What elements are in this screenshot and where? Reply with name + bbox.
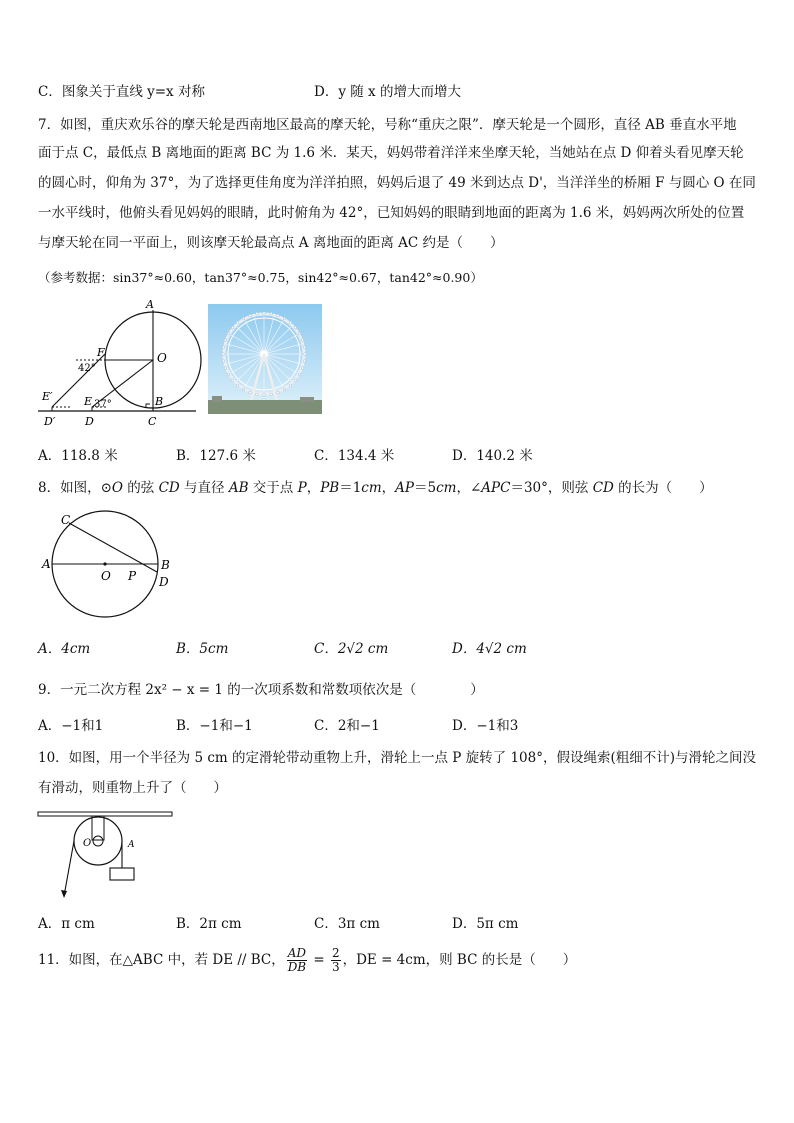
q7-reference-data: （参考数据：sin37°≈0.60，tan37°≈0.75，sin42°≈0.67，tan42°≈0.90） xyxy=(38,270,483,285)
wheel-cabin xyxy=(289,321,292,324)
q9-option-a: A．−1和1 xyxy=(38,718,104,734)
wheel-cabin xyxy=(263,394,266,397)
q8-option-b: B．5cm xyxy=(176,641,229,657)
q7-label-d: D xyxy=(85,415,94,428)
q10-option-d: D．5π cm xyxy=(452,916,519,932)
wheel-cabin xyxy=(249,391,252,394)
wheel-cabin xyxy=(301,367,304,370)
wheel-cabin xyxy=(283,388,286,391)
q7-option-d: D．140.2 米 xyxy=(452,448,533,464)
wheel-cabin xyxy=(227,373,230,376)
q9-option-c: C．2和−1 xyxy=(314,718,380,734)
wheel-cabin xyxy=(231,379,234,382)
q7-stem-line-4: 一水平线时，他俯头看见妈妈的眼睛，此时俯角为 42°，已知妈妈的眼睛到地面的距离为 1.6 米，妈妈两次所处的位置 xyxy=(38,205,745,221)
q8-option-a: A．4cm xyxy=(38,641,91,657)
q8-label-d: D xyxy=(159,575,169,589)
q8-label-b: B xyxy=(161,558,170,572)
q8-label-a: A xyxy=(42,557,51,571)
wheel-cabin xyxy=(289,384,292,387)
q10-stem-line-1: 10．如图，用一个半径为 5 cm 的定滑轮带动重物上升，滑轮上一点 P 旋转了 108°，假设绳索(粗细不计)与滑轮之间没 xyxy=(38,750,757,766)
q7-label-d-prime: D′ xyxy=(44,415,56,428)
wheel-cabin xyxy=(294,326,297,329)
wheel-cabin xyxy=(236,321,239,324)
wheel-cabin xyxy=(270,393,273,396)
wheel-cabin xyxy=(256,393,259,396)
wheel-cabin xyxy=(222,360,225,363)
q9-option-b: B．−1和−1 xyxy=(176,718,253,734)
wheel-cabin xyxy=(222,353,225,356)
q7-stem-line-3: 的圆心时，仰角为 37°，为了选择更佳角度为洋洋拍照，妈妈后退了 49 米到达点 D'，当洋洋坐的桥厢 F 与圆心 O 在同 xyxy=(38,175,756,191)
q7-label-o: O xyxy=(157,351,167,365)
wheel-cabin xyxy=(256,312,259,315)
q8-label-p: P xyxy=(128,569,137,583)
q9-option-d: D．−1和3 xyxy=(452,718,519,734)
wheel-cabin xyxy=(294,379,297,382)
q8-option-d: D．4√2 cm xyxy=(452,641,527,657)
q10-option-b: B．2π cm xyxy=(176,916,242,932)
q8-stem: 8．如图，⊙O 的弦 CD 与直径 AB 交于点 P，PB＝1cm，AP＝5cm，∠APC＝30°，则弦 CD 的长为（ ） xyxy=(38,480,713,496)
q6-option-c: C．图象关于直线 y=x 对称 xyxy=(38,84,205,100)
q7-option-b: B．127.6 米 xyxy=(176,448,256,464)
wheel-cabin xyxy=(298,332,301,335)
q10-label-o: O xyxy=(83,838,92,849)
q11-fraction-ad-db: $\frac{AD}{DB}$ xyxy=(287,946,307,974)
q9-stem: 9．一元二次方程 2x² − x = 1 的一次项系数和常数项依次是（ ） xyxy=(38,682,484,698)
q7-label-angle-37: 37° xyxy=(94,399,112,410)
wheel-cabin xyxy=(249,314,252,317)
q7-label-e-prime: E′ xyxy=(42,390,53,403)
q7-label-e: E xyxy=(84,395,93,408)
q7-option-a: A．118.8 米 xyxy=(38,448,118,464)
q8-option-c: C．2√2 cm xyxy=(314,641,389,657)
q7-geometry-figure xyxy=(36,296,208,431)
q7-stem-line-2: 面于点 C，最低点 B 离地面的距离 BC 为 1.6 米．某天，妈妈带着洋洋来坐摩天轮，当她站在点 D 仰着头看见摩天轮 xyxy=(38,145,744,161)
q10-option-c: C．3π cm xyxy=(314,916,380,932)
wheel-cabin xyxy=(224,367,227,370)
wheel-cabin xyxy=(298,373,301,376)
q10-pulley-figure xyxy=(36,808,176,904)
wheel-cabin xyxy=(222,346,225,349)
wheel-cabin xyxy=(270,312,273,315)
wheel-cabin xyxy=(301,339,304,342)
q7-label-b: B xyxy=(155,395,164,408)
wheel-cabin xyxy=(303,360,306,363)
wheel-cabin xyxy=(227,332,230,335)
q10-option-a: A．π cm xyxy=(38,916,95,932)
q7-label-c: C xyxy=(148,415,157,428)
wheel-cabin xyxy=(236,384,239,387)
q7-stem-line-1: 7．如图，重庆欢乐谷的摩天轮是西南地区最高的摩天轮，号称“重庆之限”．摩天轮是一个圆形，直径 AB 垂直水平地 xyxy=(38,117,737,133)
q7-stem-line-5: 与摩天轮在同一平面上，则该摩天轮最高点 A 离地面的距离 AC 约是（ ） xyxy=(38,235,504,251)
q7-label-f: F xyxy=(97,346,105,359)
wheel-cabin xyxy=(277,391,280,394)
wheel-cabin xyxy=(277,314,280,317)
q8-label-o: O xyxy=(101,569,111,583)
q7-label-angle-42: 42° xyxy=(78,363,96,374)
wheel-cabin xyxy=(242,388,245,391)
q8-circle-figure xyxy=(40,508,180,626)
q11-fraction-2-3: $\frac{2}{3}$ xyxy=(331,946,340,974)
q10-label-a: A xyxy=(128,840,135,850)
q7-option-c: C．134.4 米 xyxy=(314,448,395,464)
q8-label-c: C xyxy=(61,513,71,527)
q6-option-d: D．y 随 x 的增大而增大 xyxy=(314,84,461,100)
wheel-cabin xyxy=(283,317,286,320)
q11-stem: 11．如图，在△ABC 中，若 DE // BC， $\frac{AD}{DB}$ = $\frac{2}{3}$ ，DE = 4cm，则 BC 的长是（ ） xyxy=(38,946,577,974)
wheel-cabin xyxy=(231,326,234,329)
q10-stem-line-2: 有滑动，则重物上升了（ ） xyxy=(38,780,227,796)
wheel-cabin xyxy=(263,312,266,315)
wheel-cabin xyxy=(242,317,245,320)
wheel-cabin xyxy=(224,339,227,342)
ferris-wheel-photo xyxy=(208,304,322,414)
wheel-cabin xyxy=(304,353,307,356)
wheel-cabin xyxy=(303,346,306,349)
q7-label-a: A xyxy=(146,298,154,311)
